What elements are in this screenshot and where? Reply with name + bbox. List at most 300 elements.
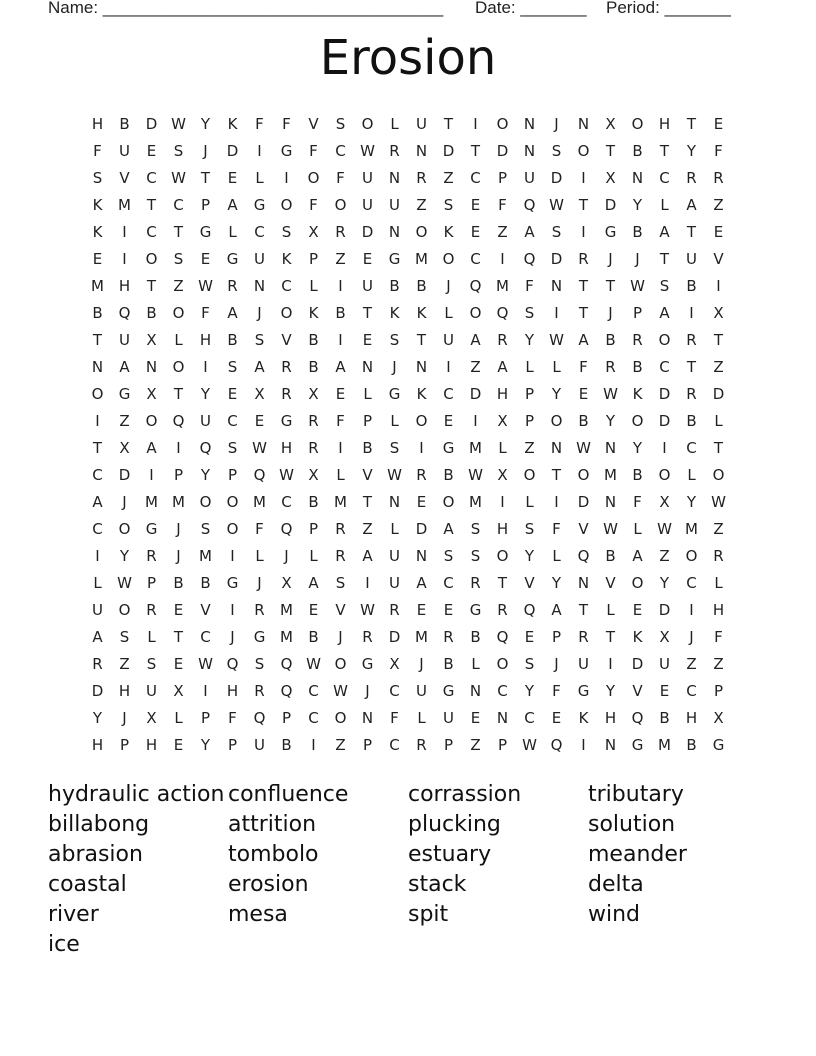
grid-letter: P — [227, 736, 238, 754]
grid-letter: T — [173, 385, 184, 403]
grid-letter: M — [415, 628, 428, 646]
grid-letter: A — [227, 196, 238, 214]
grid-letter: W — [279, 466, 294, 484]
grid-letter: I — [95, 412, 100, 430]
grid-letter: R — [416, 736, 427, 754]
grid-letter: O — [226, 520, 239, 538]
puzzle-title: Erosion — [319, 30, 497, 86]
grid-letter: L — [390, 412, 399, 430]
grid-letter: T — [578, 304, 589, 322]
grid-letter: U — [686, 250, 697, 268]
grid-letter: S — [335, 115, 346, 133]
grid-letter: T — [362, 304, 373, 322]
grid-letter: P — [200, 709, 211, 727]
grid-letter: G — [442, 682, 455, 700]
grid-letter: O — [442, 493, 455, 511]
grid-letter: C — [470, 250, 481, 268]
grid-letter: R — [335, 520, 346, 538]
grid-letter: T — [146, 196, 157, 214]
grid-letter: X — [146, 385, 157, 403]
grid-letter: H — [118, 277, 131, 295]
grid-letter: O — [145, 412, 158, 430]
grid-letter: P — [281, 709, 292, 727]
grid-letter: U — [119, 142, 130, 160]
grid-letter: P — [227, 466, 238, 484]
grid-letter: W — [711, 493, 726, 511]
grid-letter: O — [280, 196, 293, 214]
grid-letter: D — [118, 466, 131, 484]
grid-letter: S — [443, 196, 454, 214]
grid-letter: I — [176, 439, 181, 457]
grid-letter: E — [551, 709, 562, 727]
grid-letter: X — [173, 682, 184, 700]
grid-letter: T — [497, 574, 508, 592]
grid-letter: B — [308, 493, 319, 511]
grid-letter: M — [469, 493, 482, 511]
grid-letter: O — [307, 169, 320, 187]
grid-letter: F — [255, 520, 264, 538]
grid-letter: K — [92, 196, 103, 214]
grid-letter: O — [550, 412, 563, 430]
grid-letter: G — [712, 736, 725, 754]
word-bank-item: estuary — [408, 842, 492, 867]
grid-letter: B — [119, 115, 130, 133]
grid-letter: A — [146, 439, 157, 457]
grid-letter: D — [145, 115, 158, 133]
grid-letter: S — [551, 142, 562, 160]
grid-letter: A — [416, 574, 427, 592]
grid-letter: Q — [523, 601, 536, 619]
grid-letter: J — [419, 655, 424, 673]
grid-letter: E — [308, 601, 319, 619]
grid-letter: U — [119, 331, 130, 349]
grid-letter: U — [200, 412, 211, 430]
grid-letter: D — [712, 385, 725, 403]
grid-letter: F — [579, 358, 588, 376]
word-bank-item: tributary — [588, 782, 684, 807]
grid-letter: H — [658, 115, 671, 133]
grid-letter: Z — [686, 655, 697, 673]
grid-letter: T — [686, 115, 697, 133]
grid-letter: Q — [199, 439, 212, 457]
grid-letter: L — [390, 115, 399, 133]
grid-letter: J — [338, 628, 343, 646]
grid-letter: E — [713, 223, 724, 241]
grid-letter: O — [415, 412, 428, 430]
grid-letter: J — [122, 709, 127, 727]
grid-letter: N — [388, 493, 401, 511]
grid-letter: I — [554, 493, 559, 511]
grid-letter: E — [470, 709, 481, 727]
grid-letter: S — [227, 358, 238, 376]
grid-letter: B — [632, 466, 643, 484]
grid-letter: N — [415, 358, 428, 376]
grid-letter: F — [714, 142, 723, 160]
grid-letter: J — [365, 682, 370, 700]
word-bank-item: attrition — [228, 812, 317, 837]
word-bank-item: coastal — [48, 872, 127, 897]
grid-letter: W — [333, 682, 348, 700]
grid-letter: V — [119, 169, 130, 187]
grid-letter: T — [686, 358, 697, 376]
grid-letter: K — [416, 385, 427, 403]
grid-letter: R — [605, 358, 616, 376]
grid-letter: I — [203, 358, 208, 376]
grid-letter: Y — [632, 196, 643, 214]
grid-letter: C — [686, 682, 697, 700]
grid-letter: I — [689, 601, 694, 619]
grid-letter: N — [361, 709, 374, 727]
grid-letter: V — [713, 250, 724, 268]
grid-letter: I — [662, 439, 667, 457]
grid-letter: T — [713, 331, 724, 349]
grid-letter: N — [550, 439, 563, 457]
grid-letter: E — [659, 682, 670, 700]
grid-row — [84, 600, 732, 627]
grid-letter: N — [523, 142, 536, 160]
grid-letter: W — [468, 466, 483, 484]
grid-letter: T — [146, 277, 157, 295]
grid-letter: L — [309, 277, 318, 295]
grid-row — [84, 222, 732, 249]
grid-letter: E — [362, 331, 373, 349]
grid-letter: W — [522, 736, 537, 754]
grid-letter: E — [578, 385, 589, 403]
grid-letter: R — [686, 169, 697, 187]
grid-letter: K — [416, 304, 427, 322]
grid-letter: I — [122, 250, 127, 268]
grid-letter: S — [200, 520, 211, 538]
grid-letter: Q — [631, 709, 644, 727]
grid-row — [84, 735, 732, 762]
grid-letter: O — [658, 466, 671, 484]
grid-letter: B — [659, 709, 670, 727]
grid-letter: Y — [92, 709, 103, 727]
grid-letter: O — [226, 493, 239, 511]
grid-letter: T — [605, 628, 616, 646]
grid-letter: Q — [172, 412, 185, 430]
grid-letter: U — [659, 655, 670, 673]
grid-letter: H — [496, 520, 509, 538]
grid-letter: W — [603, 385, 618, 403]
grid-letter: X — [497, 412, 508, 430]
grid-letter: T — [551, 466, 562, 484]
grid-letter: Y — [524, 331, 535, 349]
grid-letter: I — [500, 250, 505, 268]
grid-letter: Y — [119, 547, 130, 565]
grid-letter: V — [578, 520, 589, 538]
grid-letter: S — [92, 169, 103, 187]
grid-letter: T — [200, 169, 211, 187]
grid-letter: B — [308, 358, 319, 376]
grid-letter: V — [362, 466, 373, 484]
grid-letter: B — [605, 331, 616, 349]
grid-letter: O — [118, 520, 131, 538]
grid-letter: Y — [551, 385, 562, 403]
grid-letter: I — [608, 655, 613, 673]
grid-letter: E — [335, 385, 346, 403]
grid-letter: I — [284, 169, 289, 187]
grid-letter: E — [173, 601, 184, 619]
grid-letter: C — [335, 142, 346, 160]
grid-letter: O — [631, 574, 644, 592]
grid-letter: D — [604, 196, 617, 214]
grid-row — [84, 249, 732, 276]
grid-letter: S — [173, 142, 184, 160]
grid-letter: P — [146, 574, 157, 592]
grid-letter: R — [362, 628, 373, 646]
grid-letter: Z — [443, 169, 454, 187]
name-field: Name: ____________________________________ — [48, 0, 444, 17]
grid-letter: S — [470, 520, 481, 538]
grid-letter: L — [417, 709, 426, 727]
grid-letter: S — [443, 547, 454, 565]
grid-letter: E — [173, 655, 184, 673]
word-bank-item: abrasion — [48, 842, 143, 867]
grid-letter: Z — [362, 520, 373, 538]
grid-letter: T — [605, 277, 616, 295]
grid-letter: W — [360, 142, 375, 160]
grid-letter: O — [91, 385, 104, 403]
grid-letter: X — [281, 574, 292, 592]
grid-letter: J — [176, 547, 181, 565]
grid-letter: T — [362, 493, 373, 511]
grid-letter: L — [714, 574, 723, 592]
grid-letter: U — [578, 655, 589, 673]
grid-letter: R — [416, 169, 427, 187]
grid-letter: B — [227, 331, 238, 349]
grid-letter: O — [631, 412, 644, 430]
grid-letter: L — [363, 385, 372, 403]
grid-letter: X — [605, 169, 616, 187]
grid-letter: W — [549, 331, 564, 349]
grid-letter: C — [92, 466, 103, 484]
grid-letter: Q — [469, 277, 482, 295]
grid-letter: R — [281, 358, 292, 376]
grid-letter: T — [92, 331, 103, 349]
student-info-header — [48, 0, 748, 20]
grid-letter: H — [91, 736, 104, 754]
grid-letter: I — [581, 736, 586, 754]
grid-letter: Z — [119, 412, 130, 430]
grid-letter: R — [470, 574, 481, 592]
grid-letter: E — [200, 250, 211, 268]
grid-letter: Y — [200, 115, 211, 133]
grid-letter: I — [716, 277, 721, 295]
grid-letter: P — [524, 412, 535, 430]
grid-letter: L — [309, 547, 318, 565]
grid-letter: C — [227, 412, 238, 430]
grid-letter: M — [172, 493, 185, 511]
grid-letter: J — [392, 358, 397, 376]
grid-letter: Q — [118, 304, 131, 322]
grid-letter: Z — [119, 655, 130, 673]
word-bank-item: river — [48, 902, 99, 927]
grid-letter: Q — [496, 304, 509, 322]
grid-letter: I — [122, 223, 127, 241]
grid-letter: D — [388, 628, 401, 646]
grid-letter: G — [118, 385, 131, 403]
grid-letter: M — [604, 466, 617, 484]
grid-letter: E — [362, 250, 373, 268]
letter-grid — [84, 114, 732, 762]
grid-letter: L — [444, 304, 453, 322]
word-bank-item: mesa — [228, 902, 288, 927]
grid-letter: V — [335, 601, 346, 619]
grid-letter: O — [496, 115, 509, 133]
grid-letter: P — [119, 736, 130, 754]
grid-row — [84, 465, 732, 492]
grid-letter: B — [173, 574, 184, 592]
grid-letter: A — [119, 358, 130, 376]
word-bank-item: erosion — [228, 872, 309, 897]
grid-letter: I — [338, 331, 343, 349]
grid-letter: N — [604, 439, 617, 457]
grid-letter: M — [118, 196, 131, 214]
grid-letter: E — [254, 412, 265, 430]
grid-letter: J — [203, 142, 208, 160]
grid-letter: R — [281, 385, 292, 403]
grid-letter: W — [630, 277, 645, 295]
grid-letter: B — [308, 628, 319, 646]
grid-letter: N — [577, 574, 590, 592]
grid-letter: L — [606, 601, 615, 619]
grid-letter: X — [713, 304, 724, 322]
grid-letter: R — [416, 466, 427, 484]
grid-letter: T — [605, 142, 616, 160]
grid-letter: J — [257, 574, 262, 592]
grid-letter: D — [658, 601, 671, 619]
grid-letter: Z — [713, 520, 724, 538]
grid-letter: D — [91, 682, 104, 700]
grid-letter: E — [632, 601, 643, 619]
grid-letter: Z — [470, 358, 481, 376]
grid-row — [84, 681, 732, 708]
grid-letter: E — [470, 196, 481, 214]
grid-letter: T — [578, 277, 589, 295]
word-bank-item: stack — [408, 872, 467, 897]
grid-letter: T — [659, 250, 670, 268]
grid-letter: D — [415, 520, 428, 538]
grid-letter: Q — [280, 655, 293, 673]
grid-letter: A — [659, 223, 670, 241]
grid-letter: M — [280, 628, 293, 646]
grid-letter: M — [334, 493, 347, 511]
grid-letter: R — [713, 169, 724, 187]
grid-letter: S — [173, 250, 184, 268]
grid-letter: W — [576, 439, 591, 457]
grid-letter: P — [200, 196, 211, 214]
grid-letter: C — [443, 385, 454, 403]
grid-letter: S — [551, 223, 562, 241]
grid-letter: A — [497, 358, 508, 376]
grid-letter: D — [226, 142, 239, 160]
grid-letter: J — [635, 250, 640, 268]
grid-letter: G — [145, 520, 158, 538]
grid-letter: B — [605, 547, 616, 565]
grid-letter: P — [308, 520, 319, 538]
word-bank-item: spit — [408, 902, 449, 927]
grid-letter: D — [550, 169, 563, 187]
grid-letter: N — [361, 358, 374, 376]
grid-letter: C — [254, 223, 265, 241]
grid-letter: R — [308, 412, 319, 430]
grid-letter: U — [389, 547, 400, 565]
grid-letter: H — [604, 709, 617, 727]
grid-letter: M — [415, 250, 428, 268]
grid-letter: B — [281, 736, 292, 754]
grid-letter: B — [632, 358, 643, 376]
grid-letter: Y — [200, 736, 211, 754]
grid-letter: M — [658, 736, 671, 754]
grid-letter: X — [713, 709, 724, 727]
grid-letter: M — [253, 493, 266, 511]
grid-letter: G — [280, 142, 293, 160]
grid-letter: I — [365, 574, 370, 592]
grid-letter: I — [473, 115, 478, 133]
grid-row — [84, 519, 732, 546]
grid-letter: A — [551, 601, 562, 619]
grid-letter: L — [714, 412, 723, 430]
grid-letter: N — [523, 115, 536, 133]
grid-letter: V — [524, 574, 535, 592]
grid-letter: A — [92, 493, 103, 511]
word-bank-item: delta — [588, 872, 644, 897]
grid-letter: P — [713, 682, 724, 700]
word-bank-item: billabong — [48, 812, 150, 837]
grid-letter: B — [632, 142, 643, 160]
grid-letter: Z — [713, 358, 724, 376]
grid-letter: A — [308, 574, 319, 592]
grid-letter: L — [660, 196, 669, 214]
grid-letter: J — [554, 115, 559, 133]
grid-letter: N — [604, 493, 617, 511]
grid-letter: S — [254, 331, 265, 349]
grid-letter: R — [686, 331, 697, 349]
grid-letter: J — [122, 493, 127, 511]
grid-letter: Q — [253, 466, 266, 484]
grid-letter: R — [335, 223, 346, 241]
grid-letter: L — [498, 439, 507, 457]
grid-letter: N — [388, 169, 401, 187]
grid-letter: G — [388, 250, 401, 268]
grid-letter: A — [92, 628, 103, 646]
grid-letter: P — [497, 736, 508, 754]
grid-row — [84, 357, 732, 384]
grid-letter: Q — [280, 520, 293, 538]
grid-letter: T — [443, 115, 454, 133]
grid-letter: Z — [470, 736, 481, 754]
grid-letter: R — [92, 655, 103, 673]
grid-letter: B — [308, 331, 319, 349]
grid-letter: C — [659, 358, 670, 376]
grid-letter: W — [360, 601, 375, 619]
grid-letter: K — [227, 115, 238, 133]
grid-letter: E — [443, 601, 454, 619]
grid-letter: S — [659, 277, 670, 295]
grid-letter: O — [361, 115, 374, 133]
grid-letter: O — [334, 196, 347, 214]
grid-letter: D — [469, 385, 482, 403]
grid-letter: L — [174, 331, 183, 349]
grid-letter: J — [689, 628, 694, 646]
grid-letter: X — [308, 466, 319, 484]
grid-letter: S — [389, 439, 400, 457]
grid-letter: B — [146, 304, 157, 322]
grid-letter: Y — [200, 466, 211, 484]
grid-letter: B — [686, 412, 697, 430]
grid-letter: D — [496, 142, 509, 160]
